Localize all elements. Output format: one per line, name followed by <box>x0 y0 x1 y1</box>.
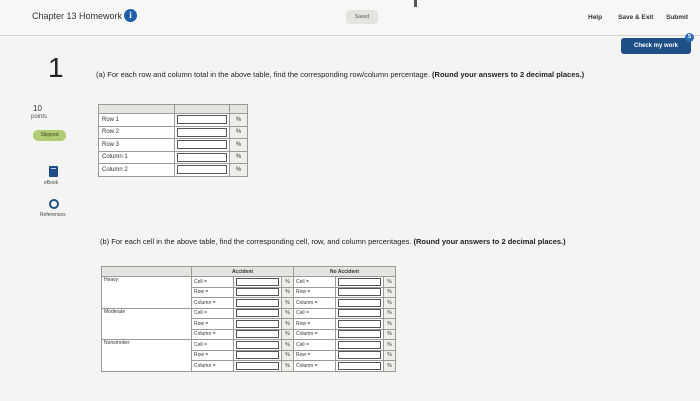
table-row <box>102 340 396 351</box>
percent-unit: % <box>282 361 294 372</box>
measure-label: Column = <box>294 361 336 372</box>
info-icon[interactable]: i <box>124 9 137 22</box>
table-row <box>99 139 248 152</box>
percent-unit: % <box>282 319 294 330</box>
check-my-work-button[interactable]: Check my work <box>621 38 691 54</box>
measure-label: Column = <box>192 361 234 372</box>
percent-unit: % <box>384 350 396 361</box>
answer-input[interactable] <box>236 288 279 296</box>
divider-mark <box>414 0 417 7</box>
measure-label: Column = <box>192 298 234 309</box>
measure-label: Cell = <box>294 277 336 288</box>
answer-input[interactable] <box>236 309 279 317</box>
check-count-badge: 5 <box>685 33 694 42</box>
percent-unit: % <box>282 350 294 361</box>
part-a-prompt <box>96 70 586 80</box>
answer-input[interactable] <box>338 299 381 307</box>
answer-input[interactable] <box>338 288 381 296</box>
points-value: 10 <box>33 104 42 113</box>
measure-label: Column = <box>192 329 234 340</box>
percent-unit: % <box>384 319 396 330</box>
saved-status: Saved <box>346 10 378 24</box>
table-row <box>99 114 248 127</box>
answer-input[interactable] <box>338 330 381 338</box>
answer-input[interactable] <box>338 320 381 328</box>
measure-label: Row = <box>294 287 336 298</box>
measure-label: Cell = <box>192 308 234 319</box>
part-a-rounding: (Round your answers to 2 decimal places.) <box>432 70 585 79</box>
percent-unit: % <box>282 277 294 288</box>
percent-unit: % <box>230 139 248 152</box>
assignment-title: Chapter 13 Homework <box>32 11 123 21</box>
question-number: 1 <box>48 52 64 83</box>
row-label: Row 1 <box>99 114 175 127</box>
references-icon[interactable] <box>49 199 59 209</box>
measure-label: Row = <box>294 319 336 330</box>
status-badge: Skipped <box>33 130 66 141</box>
answer-input[interactable] <box>338 351 381 359</box>
part-a-text: (a) For each row and column total in the above table, find the corresponding row/column percentage. <box>96 70 433 79</box>
measure-label: Cell = <box>294 340 336 351</box>
percent-unit: % <box>282 329 294 340</box>
percent-unit: % <box>384 277 396 288</box>
measure-label: Row = <box>192 287 234 298</box>
measure-label: Cell = <box>294 308 336 319</box>
answer-input[interactable] <box>236 341 279 349</box>
answer-input[interactable] <box>338 278 381 286</box>
answer-input[interactable] <box>177 128 227 137</box>
table-row <box>99 164 248 177</box>
ebook-link[interactable]: eBook <box>44 180 59 186</box>
answer-input[interactable] <box>177 165 227 174</box>
answer-input[interactable] <box>338 309 381 317</box>
answer-input[interactable] <box>236 351 279 359</box>
table-row <box>102 277 396 288</box>
row-label: Column 2 <box>99 164 175 177</box>
percent-unit: % <box>384 340 396 351</box>
percent-unit: % <box>384 329 396 340</box>
submit-button[interactable]: Submit <box>666 14 689 21</box>
group-label: Heavy <box>102 277 192 309</box>
percent-unit: % <box>230 126 248 139</box>
percent-unit: % <box>384 361 396 372</box>
table-row <box>102 308 396 319</box>
col-header-no-accident: No Accident <box>294 267 396 277</box>
percent-unit: % <box>282 340 294 351</box>
percent-unit: % <box>384 287 396 298</box>
row-label: Row 2 <box>99 126 175 139</box>
measure-label: Column = <box>294 298 336 309</box>
percent-unit: % <box>384 298 396 309</box>
group-label: Moderate <box>102 308 192 340</box>
group-label: Nonsmoker <box>102 340 192 372</box>
percent-unit: % <box>282 308 294 319</box>
answer-input[interactable] <box>236 330 279 338</box>
measure-label: Row = <box>294 350 336 361</box>
percent-unit: % <box>230 164 248 177</box>
points-label: points <box>31 114 48 120</box>
save-exit-button[interactable]: Save & Exit <box>618 14 654 21</box>
answer-input[interactable] <box>338 341 381 349</box>
answer-input[interactable] <box>236 299 279 307</box>
answer-input[interactable] <box>236 362 279 370</box>
references-link[interactable]: References <box>40 212 66 218</box>
answer-input[interactable] <box>236 320 279 328</box>
answer-input[interactable] <box>177 140 227 149</box>
percent-unit: % <box>282 298 294 309</box>
percent-unit: % <box>230 151 248 164</box>
answer-input[interactable] <box>236 278 279 286</box>
part-b-prompt <box>100 237 580 247</box>
answer-input[interactable] <box>177 115 227 124</box>
row-label: Column 1 <box>99 151 175 164</box>
measure-label: Cell = <box>192 340 234 351</box>
percent-unit: % <box>230 114 248 127</box>
measure-label: Row = <box>192 319 234 330</box>
part-b-rounding: (Round your answers to 2 decimal places.) <box>413 237 566 246</box>
table-row <box>99 151 248 164</box>
col-header-accident: Accident <box>192 267 294 277</box>
part-a-table <box>98 104 248 177</box>
measure-label: Column = <box>294 329 336 340</box>
measure-label: Row = <box>192 350 234 361</box>
table-row <box>99 126 248 139</box>
ebook-icon[interactable] <box>49 166 58 177</box>
answer-input[interactable] <box>338 362 381 370</box>
part-b-table <box>101 266 396 372</box>
answer-input[interactable] <box>177 153 227 162</box>
percent-unit: % <box>282 287 294 298</box>
part-b-text: (b) For each cell in the above table, find the corresponding cell, row, and column percentages. <box>100 237 414 246</box>
help-button[interactable]: Help <box>588 14 603 21</box>
top-bar <box>0 0 700 36</box>
percent-unit: % <box>384 308 396 319</box>
measure-label: Cell = <box>192 277 234 288</box>
row-label: Row 3 <box>99 139 175 152</box>
